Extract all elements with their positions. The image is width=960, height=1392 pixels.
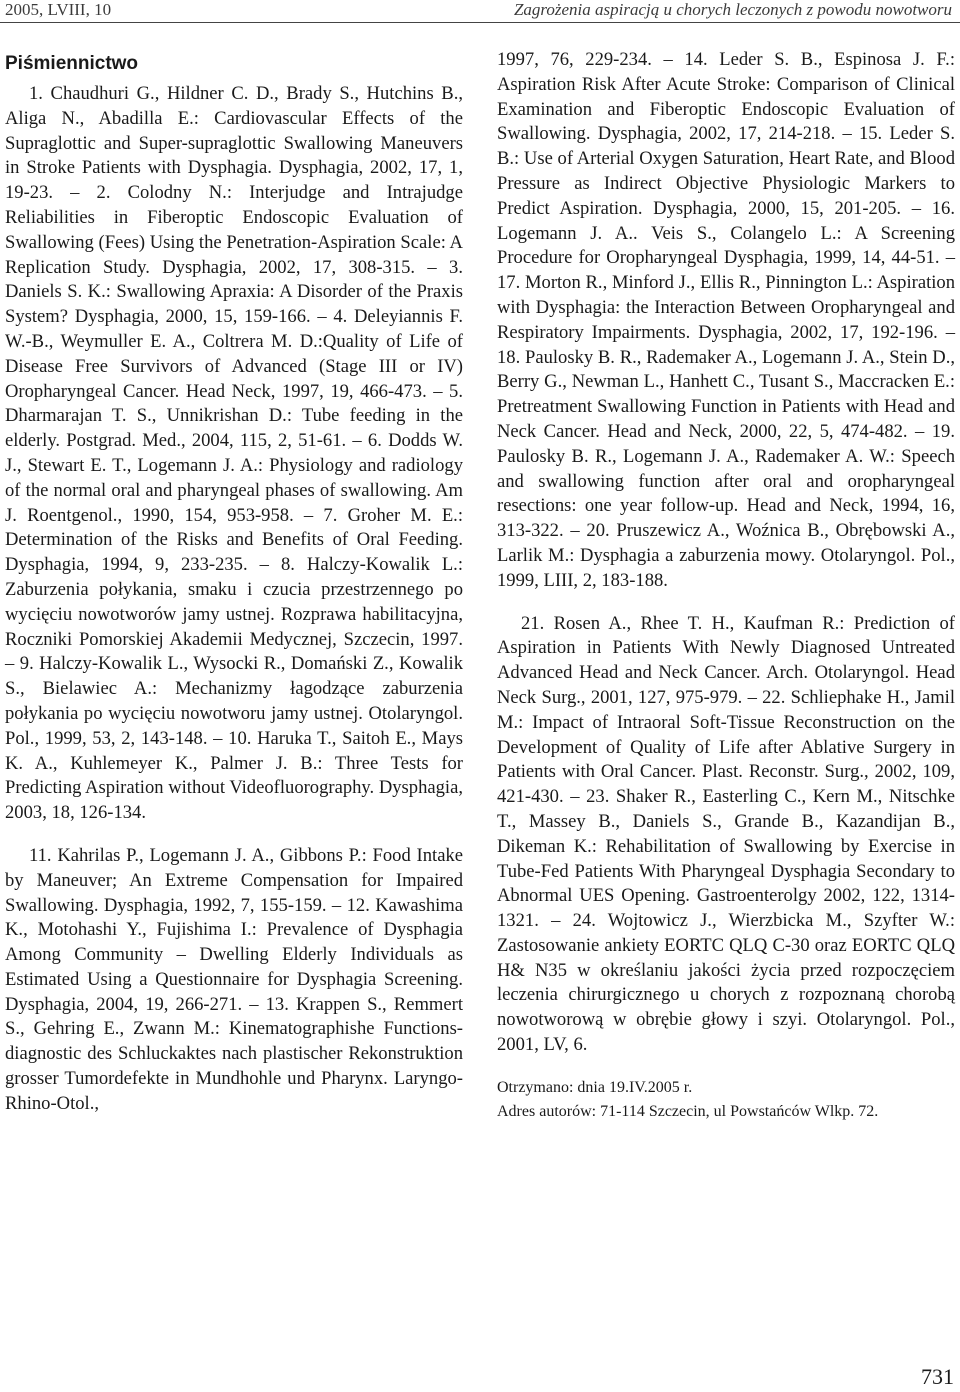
received-date: Otrzymano: dnia 19.IV.2005 r. (497, 1078, 693, 1096)
references-block-2: 11. Kahrilas P., Logemann J. A., Gibbons P.: Food Intake by Maneuver; An Extreme Compensation for Impaired Swallowing. Dysphagia, 1992, 7, 155-159. – 12. Kawashima K., Motohashi Y., Fujishima I.: Prevalence of Dysphagia Among Community – Dwelling Elderly Individuals as Estimated Using a Questionnaire for Dysphagia Screening. Dysphagia, 2004, 19, 266-271. – 13. Krappen S., Remmert S., Gehring E., Zwann M.: Kinematographishe Functions-diagnostic des Schluckaktes nach plastischer Rekonstruktion grosser Tumordefekte in Mundhohle und Pharynx. Laryngo-Rhino-Otol., (5, 844, 463, 1114)
references-block-4: 21. Rosen A., Rhee T. H., Kaufman R.: Prediction of Aspiration in Patients With Newly Diagnosed Untreated Advanced Head and Neck Cancer. Arch. Otolaryngol. Head Neck Surg., 2001, 127, 975-979. – 22. Schliephake H., Jamil M.: Impact of Intraoral Soft-Tissue Reconstruction on the Development of Quality of Life after Ablative Surgery in Patients with Oral Cancer. Plast. Reconstr. Surg., 2002, 109, 421-430. – 23. Shaker R., Easterling C., Kern M., Nitschke T., Massey B., Daniels S., Grande B., Kazandijan B., Dikeman K.: Rehabilitation of Swallowing by Exercise in Tube-Fed Patients With Pharyngeal Dysphagia Secondary to Abnormal UES Opening. Gastroenterolgy 2002, 122, 1314-1321. – 24. Wojtowicz J., Wierzbicka M., Szyfter W.: Zastosowanie ankiety EORTC QLQ C-30 oraz EORTC QLQ H& N35 w określaniu jakości życia przed rozpoczęciem leczenia chirurgicznego u chorych z rozpoznaną chorobą nowotworową w obrębie głowy i szyi. Otolaryngol. Pol., 2001, LV, 6. (497, 612, 955, 1056)
references-block-3: 1997, 76, 229-234. – 14. Leder S. B., Espinosa J. F.: Aspiration Risk After Acute Stroke: Comparison of Clinical Examination and Fiberoptic Endoscopic Evaluation of Swallowing. Dysphagia, 2002, 17, 214-218. – 15. Leder S. B.: Use of Arterial Oxygen Saturation, Heart Rate, and Blood Pressure as Indirect Objective Physiologic Markers to Predict Aspiration. Dysphagia, 2000, 15, 201-205. – 16. Logemann J. A.. Veis S., Colangelo L.: A Screening Procedure for Oropharyngeal Dysphagia, 1999, 14, 44-51. – 17. Morton R., Minford J., Ellis R., Pinnington L.: Aspiration with Dysphagia: the Interaction Between Oropharyngeal and Respiratory Impairments. Dysphagia, 2002, 17, 192-196. – 18. Paulosky B. R., Rademaker A., Logemann J. A., Stein D., Berry G., Newman L., Hanhett C., Tusant S., Maccracken E.: Pretreatment Swallowing Function in Patients with Head and Neck Cancer. Head and Neck, 2000, 22, 5, 474-482. – 19. Paulosky B. R., Logemann J. A., Rademaker A. W.: Speech and swallowing function after oral and oropharyngeal resections: one year follow-up. Head and Neck, 1994, 16, 313-322. – 20. Pruszewicz A., Woźnica B., Obrębowski A., Larlik M.: Dysphagia a zaburzenia mowy. Otolaryngol. Pol., 1999, LIII, 2, 183-188. (497, 49, 955, 591)
running-header (0, 0, 960, 23)
references-block-1: 1. Chaudhuri G., Hildner C. D., Brady S., Hutchins B., Aliga N., Abadilla E.: Cardiovascular Effects of the Supraglottic and Super-supraglottic Swallowing Maneuvers in Stroke Patients with Dysphagia. Dysphagia, 2002, 17, 1, 19-23. – 2. Colodny N.: Interjudge and Intrajudge Reliabilities in Fiberoptic Endoscopic Evaluation of Swallowing (Fees) Using the Penetration-Aspiration Scale: A Replication Study. Dysphagia, 2002, 17, 308-315. – 3. Daniels S. K.: Swallowing Apraxia: A Disorder of the Praxis System? Dysphagia, 2000, 15, 159-166. – 4. Deleyiannis F. W.-B., Weymuller E. A., Coltrera M. D.:Quality of Life of Disease Free Survivors of Advanced (Stage III or IV) Oropharyngeal Cancer. Head Neck, 1997, 19, 466-473. – 5. Dharmarajan T. S., Unnikrishan D.: Tube feeding in the elderly. Postgrad. Med., 2004, 115, 2, 51-61. – 6. Dodds W. J., Stewart E. T., Logemann J. A.: Physiology and radiology of the normal oral and pharyngeal phases of swallowing. Am J. Roentgenol., 1990, 154, 953-958. – 7. Groher M. E.: Determination of the Risks and Benefits of Oral Feeding. Dysphagia, 1994, 9, 233-235. – 8. Halczy-Kowalik L.: Zaburzenia połykania, smaku i czucia przestrzennego po wycięciu nowotworów jamy ustnej. Rozprawa habilitacyjna, Roczniki Pomorskiej Akademii Medycznej, Szczecin, 1997. – 9. Halczy-Kowalik L., Wysocki R., Domański Z., Kowalik S., Bielawiec A.: Mechanizmy łagodzące zaburzenia połykania po wycięciu nowotworu jamy ustnej. Otolaryngol. Pol., 1999, 53, 2, 143-148. – 10. Haruka T., Saitoh E., Mays K. A., Kuhlemeyer K., Palmer J. B.: Three Tests for Predicting Aspiration without Videofluorography. Dysphagia, 2003, 18, 126-134. (5, 83, 463, 824)
right-column (497, 48, 955, 1124)
article-running-title: Zagrożenia aspiracją u chorych leczonych z powodu nowotworu (513, 0, 952, 19)
author-address: Adres autorów: 71-114 Szczecin, ul Powstańców Wlkp. 72. (497, 1102, 879, 1120)
left-column (5, 48, 463, 1117)
journal-volume: 2005, LVIII, 10 (5, 0, 112, 19)
section-title: Piśmiennictwo (5, 53, 139, 74)
received-info (497, 1076, 955, 1124)
page-number: 731 (921, 1364, 954, 1389)
